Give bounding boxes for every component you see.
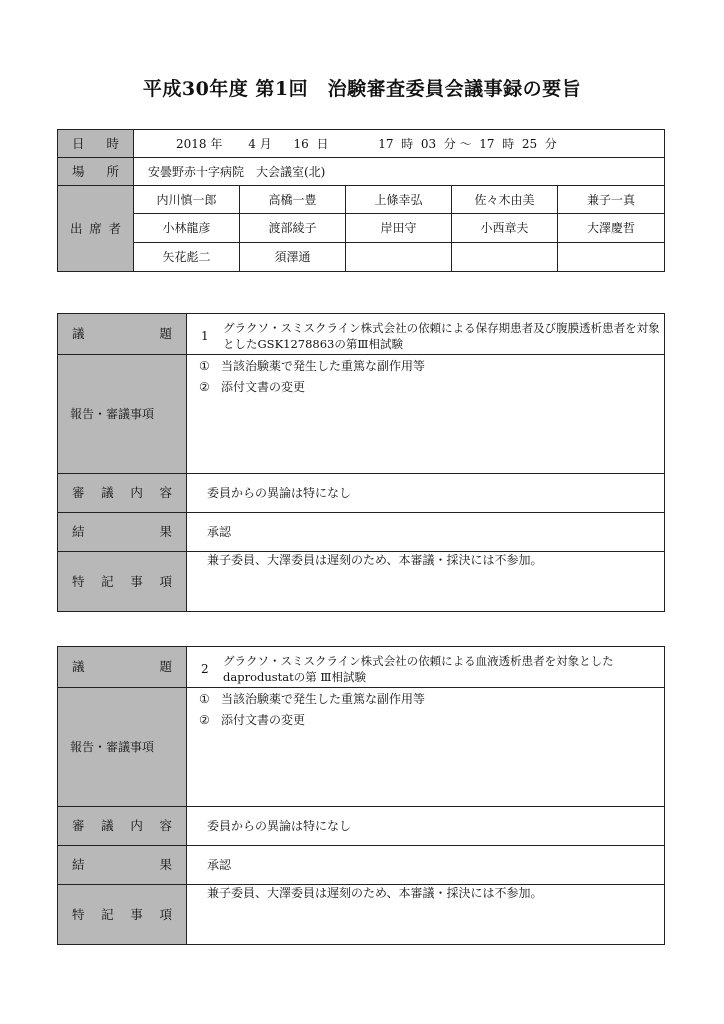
attendee-cell — [558, 243, 665, 272]
date-label-char: 時 — [106, 135, 119, 151]
report-item: ② 添付文書の変更 — [199, 713, 306, 727]
attendee-cell: 上條幸弘 — [346, 186, 452, 214]
content-label-cell: 審 議 内 容 — [58, 807, 187, 846]
attendee-cell: 内川慎一郎 — [134, 186, 240, 214]
result-value-cell: 承認 — [187, 513, 665, 552]
attendee-cell: 小林龍彦 — [134, 214, 240, 243]
topic-value-cell — [187, 647, 665, 688]
content-value-cell: 委員からの異論は特になし — [187, 807, 665, 846]
topic-label-cell: 議 題 — [58, 647, 187, 688]
report-label-cell: 報告・審議事項 — [58, 355, 187, 474]
attendee-cell — [452, 243, 558, 272]
topic-number: 1 — [201, 329, 209, 343]
notes-value-cell: 兼子委員、大澤委員は遅刻のため、本審議・採決には不参加。 — [187, 552, 665, 612]
topic-label-cell: 議 題 — [58, 314, 187, 355]
result-label-cell: 結 果 — [58, 846, 187, 885]
content-value-cell: 委員からの異論は特になし — [187, 474, 665, 513]
agenda-item-table-1 — [57, 313, 665, 612]
topic-value-cell — [187, 314, 665, 355]
attendee-cell: 小西章夫 — [452, 214, 558, 243]
attendee-cell: 渡部綾子 — [240, 214, 346, 243]
result-value-cell: 承認 — [187, 846, 665, 885]
attendee-cell: 須澤通 — [240, 243, 346, 272]
attendee-cell: 佐々木由美 — [452, 186, 558, 214]
attendee-cell: 大澤慶哲 — [558, 214, 665, 243]
topic-text: グラクソ・スミスクライン株式会社の依頼による保存期患者及び腹膜透析患者を対象としたGSK1278863の第Ⅲ相試験 — [223, 321, 660, 351]
attendee-cell: 高橋一豊 — [240, 186, 346, 214]
content-label-cell: 審 議 内 容 — [58, 474, 187, 513]
notes-value-cell: 兼子委員、大澤委員は遅刻のため、本審議・採決には不参加。 — [187, 885, 665, 945]
report-items-cell — [187, 355, 665, 474]
attendee-cell: 岸田守 — [346, 214, 452, 243]
report-item: ① 当該治験薬で発生した重篤な副作用等 — [199, 359, 426, 373]
report-item: ① 当該治験薬で発生した重篤な副作用等 — [199, 692, 426, 706]
topic-text: グラクソ・スミスクライン株式会社の依頼による血液透析患者を対象としたdaprodustatの第 Ⅲ相試験 — [223, 654, 614, 684]
place-value: 安曇野赤十字病院 大会議室(北) — [148, 164, 326, 179]
attendee-cell: 矢花彪二 — [134, 243, 240, 272]
date-label-char: 日 — [72, 135, 85, 151]
report-label-cell: 報告・審議事項 — [58, 688, 187, 807]
date-value-cell — [134, 130, 665, 158]
report-items-cell — [187, 688, 665, 807]
date-value: 2018 年 4 月 16 日 17 時 03 分 ～ 17 時 25 分 — [176, 136, 557, 151]
page-title: 平成30年度 第1回 治験審査委員会議事録の要旨 — [142, 78, 582, 100]
report-item: ② 添付文書の変更 — [199, 380, 306, 394]
attendee-cell: 兼子一真 — [558, 186, 665, 214]
attendees-label-cell: 出 席 者 — [58, 186, 134, 272]
attendee-cell — [346, 243, 452, 272]
meeting-info-table — [57, 129, 665, 272]
place-label-cell — [58, 158, 134, 186]
result-label-cell: 結 果 — [58, 513, 187, 552]
agenda-item-table-2 — [57, 646, 665, 945]
place-label-char: 場 — [72, 163, 85, 179]
notes-label-cell: 特 記 事 項 — [58, 885, 187, 945]
place-label-char: 所 — [106, 163, 119, 179]
notes-label-cell: 特 記 事 項 — [58, 552, 187, 612]
date-label-cell — [58, 130, 134, 158]
topic-number: 2 — [201, 662, 209, 676]
place-value-cell — [134, 158, 665, 186]
